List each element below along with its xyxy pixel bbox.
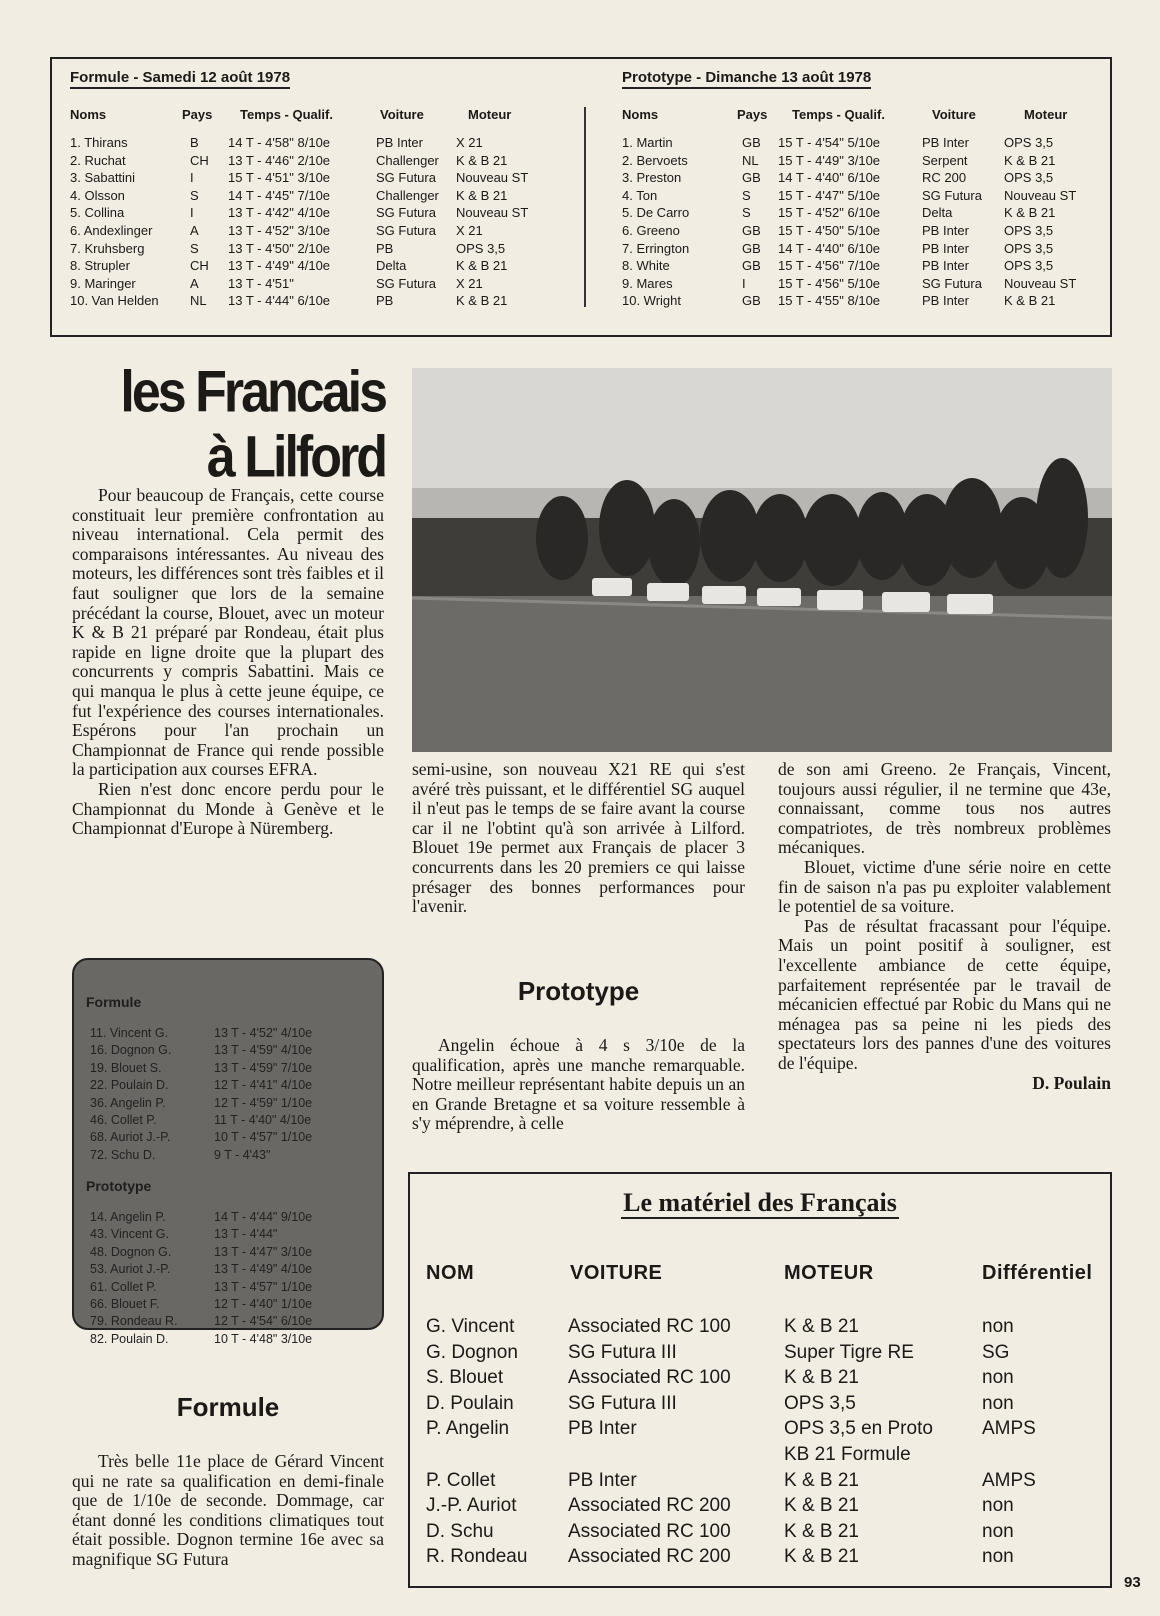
cell-temps: 15 T - 4'51" 3/10e — [228, 170, 331, 186]
cell-temps: 15 T - 4'56" 5/10e — [778, 275, 881, 291]
team-photo — [412, 368, 1112, 752]
cell-nom: 14. Angelin P. — [90, 1210, 166, 1224]
cell-moteur: K & B 21 — [1004, 152, 1056, 168]
cell-pays: A — [190, 222, 199, 238]
cell-nom: 1. Martin — [622, 135, 673, 150]
cell-nom: G. Dognon — [426, 1341, 518, 1363]
cell-temps: 14 T - 4'58" 8/10e — [228, 135, 331, 150]
cell-temps: 12 T - 4'59" 1/10e — [214, 1095, 313, 1110]
col-moteur: MOTEUR — [784, 1262, 874, 1284]
cell-voiture: PB Inter — [922, 222, 969, 238]
cell-temps: 13 T - 4'59" 7/10e — [214, 1060, 313, 1075]
cell-nom: 3. Preston — [622, 170, 682, 186]
cell-moteur: OPS 3,5 — [1004, 170, 1054, 186]
cell-moteur: OPS 3,5 — [1004, 135, 1054, 150]
cell-temps: 14 T - 4'40" 6/10e — [778, 240, 881, 256]
cell-temps: 13 T - 4'51" — [228, 275, 294, 291]
list-item — [86, 1061, 376, 1078]
table-row — [410, 1546, 1110, 1572]
cell-moteur: K & B 21 — [784, 1495, 859, 1517]
cell-nom: 4. Ton — [622, 187, 658, 203]
cell-voiture: Associated RC 200 — [568, 1546, 731, 1568]
cell-moteur: OPS 3,5 — [456, 240, 506, 256]
cell-pays: I — [190, 205, 194, 221]
col-noms: Noms — [70, 107, 107, 122]
cell-nom: R. Rondeau — [426, 1546, 528, 1568]
cell-temps: 15 T - 4'55" 8/10e — [778, 293, 881, 309]
results-box — [50, 57, 1112, 337]
list-item — [86, 1043, 376, 1060]
cell-nom: D. Poulain — [426, 1392, 514, 1414]
cell-pays: S — [742, 205, 751, 221]
paragraph: Très belle 11e place de Gérard Vincent qui ne rate sa qualification en demi-finale que de 1/10e de seconde. Dommage, car étant donné les conditions climatiques tout était possible. Dognon termine 16e avec sa magnifique SG Futura — [72, 1451, 384, 1569]
table-row — [622, 241, 1102, 259]
cell-temps: 13 T - 4'59" 4/10e — [214, 1043, 313, 1058]
page-number: 93 — [1124, 1574, 1141, 1591]
cell-moteur: OPS 3,5 — [1004, 258, 1054, 274]
list-item — [86, 1113, 376, 1130]
article-column-1 — [72, 486, 384, 839]
cell-nom: 5. Collina — [70, 205, 125, 221]
cell-nom: 79. Rondeau R. — [90, 1314, 178, 1329]
cell-temps: 13 T - 4'50" 2/10e — [228, 240, 331, 256]
cell-differentiel: AMPS — [982, 1469, 1036, 1491]
cell-voiture: SG Futura — [376, 170, 436, 186]
cell-nom: D. Schu — [426, 1520, 494, 1542]
table-row — [70, 205, 580, 223]
list-item — [86, 1096, 376, 1113]
cell-nom: 16. Dognon G. — [90, 1043, 172, 1058]
cell-differentiel: non — [982, 1367, 1014, 1389]
cell-moteur: Nouveau ST — [1004, 275, 1077, 291]
cell-moteur: KB 21 Formule — [784, 1443, 911, 1465]
table-row — [410, 1316, 1110, 1342]
cell-moteur: X 21 — [456, 135, 483, 150]
cell-nom: 66. Blouet F. — [90, 1296, 160, 1311]
french-prototype-rows — [86, 1210, 376, 1349]
cell-voiture: Serpent — [922, 152, 968, 168]
paragraph: Rien n'est donc encore perdu pour le Championnat du Monde à Genève et le Championnat d'Europe à Nüremberg. — [72, 778, 384, 839]
paragraph: Pour beaucoup de Français, cette course constituait leur première confrontation au niveau international. Cela permit des comparaisons intéressantes. Au niveau des moteurs, les différences sont très faibles et il faut souligner que lors de la semaine précédant la course, Blouet, avec un moteur K & B 21 préparé par Rondeau, était plus rapide en ligne droite que la plupart des concurrents y compris Sabattini. Mais ce qui manqua le plus à cette jeune équipe, ce fut l'expérience des courses internationales. Espérons pour l'an prochain un Championnat de France qui rende possible la participation aux courses EFRA. — [72, 485, 384, 780]
col-voiture: Voiture — [380, 107, 424, 122]
cell-voiture: Associated RC 100 — [568, 1316, 731, 1337]
table-row — [70, 170, 580, 188]
cell-temps: 13 T - 4'49" 4/10e — [228, 258, 331, 274]
table-row — [410, 1444, 1110, 1470]
cell-nom: 3. Sabattini — [70, 170, 136, 186]
table-row — [622, 276, 1102, 294]
cell-voiture: PB — [376, 240, 394, 256]
cell-moteur: OPS 3,5 — [1004, 222, 1054, 238]
cell-differentiel: non — [982, 1520, 1014, 1542]
cell-temps: 13 T - 4'46" 2/10e — [228, 152, 331, 168]
table-row — [622, 188, 1102, 206]
cell-temps: 15 T - 4'54" 5/10e — [778, 135, 881, 150]
cell-moteur: K & B 21 — [456, 152, 508, 168]
cell-nom: 72. Schu D. — [90, 1147, 156, 1162]
cell-nom: 46. Collet P. — [90, 1112, 157, 1127]
col-noms: Noms — [622, 107, 659, 122]
cell-nom: 8. White — [622, 258, 670, 274]
prototype-section-text — [412, 1036, 745, 1134]
cell-nom: 11. Vincent G. — [90, 1026, 169, 1040]
cell-nom: 2. Bervoets — [622, 152, 688, 168]
cell-moteur: Nouveau ST — [456, 205, 529, 221]
cell-nom: 9. Mares — [622, 275, 673, 291]
french-formule-label: Formule — [86, 994, 142, 1010]
cell-pays: GB — [742, 240, 761, 256]
prototype-results-rows — [622, 135, 1102, 311]
table-row — [622, 258, 1102, 276]
cell-pays: CH — [190, 258, 209, 274]
cell-nom: 22. Poulain D. — [90, 1078, 169, 1093]
cell-voiture: SG Futura — [376, 222, 436, 238]
prototype-section-title: Prototype — [517, 976, 640, 1006]
cell-moteur: K & B 21 — [784, 1469, 859, 1491]
table-row — [410, 1367, 1110, 1393]
cell-nom: 7. Errington — [622, 240, 690, 256]
materiel-title — [410, 1188, 1110, 1218]
paragraph: Pas de résultat fracassant pour l'équipe. Mais un point positif à souligner, est l'excellente ambiance de cette équipe, parfaitement représentée par le travail de mécanicien effectué par Robic du Mans qui ne ménagea pas sa peine ni les pieds des spectateurs lors des pannes d'une des voitures de l'équipe. — [778, 915, 1111, 1073]
cell-voiture: PB Inter — [922, 240, 969, 256]
cell-temps: 10 T - 4'48" 3/10e — [214, 1331, 313, 1346]
article-column-3 — [778, 760, 1111, 1093]
list-item — [86, 1262, 376, 1279]
cell-temps: 15 T - 4'47" 5/10e — [778, 187, 881, 203]
paragraph: Angelin échoue à 4 s 3/10e de la qualification, après une manche remarquable. Notre meilleur représentant habite depuis un an en Grande Bretagne et sa voiture ressemble à s'y méprendre, à celle — [412, 1035, 745, 1134]
cell-differentiel: non — [982, 1546, 1014, 1568]
cell-nom: 19. Blouet S. — [90, 1060, 162, 1075]
cell-moteur: OPS 3,5 — [784, 1392, 856, 1414]
col-voiture: Voiture — [932, 107, 976, 122]
headline-line-1: les Francais — [120, 360, 385, 425]
paragraph: Blouet, victime d'une série noire en cette fin de saison n'a pas pu exploiter valablement le potentiel de sa voiture. — [778, 856, 1111, 917]
cell-nom: P. Angelin — [426, 1418, 510, 1440]
cell-temps: 13 T - 4'52" 4/10e — [214, 1026, 313, 1040]
cell-moteur: OPS 3,5 en Proto — [784, 1418, 933, 1440]
materiel-box — [408, 1172, 1112, 1588]
cell-voiture: SG Futura — [376, 205, 436, 221]
cell-voiture: PB Inter — [568, 1418, 637, 1440]
prototype-results-header — [622, 107, 1102, 125]
french-results-box — [72, 958, 384, 1346]
cell-pays: S — [190, 240, 199, 256]
cell-voiture: Associated RC 100 — [568, 1520, 731, 1542]
cell-moteur: Super Tigre RE — [784, 1341, 914, 1363]
cell-voiture: PB Inter — [376, 135, 423, 150]
cell-temps: 13 T - 4'44" — [214, 1227, 278, 1242]
cell-moteur: X 21 — [456, 275, 483, 291]
table-row — [70, 258, 580, 276]
cell-nom: J.-P. Auriot — [426, 1495, 517, 1517]
cell-pays: I — [742, 275, 746, 291]
col-moteur: Moteur — [468, 107, 512, 122]
list-item — [86, 1026, 376, 1043]
table-row — [410, 1470, 1110, 1496]
cell-temps: 15 T - 4'49" 3/10e — [778, 152, 881, 168]
formule-section-title: Formule — [176, 1392, 280, 1422]
cell-voiture: SG Futura — [922, 275, 982, 291]
cell-moteur: K & B 21 — [456, 187, 508, 203]
cell-moteur: K & B 21 — [1004, 205, 1056, 221]
table-row — [622, 223, 1102, 241]
cell-pays: GB — [742, 170, 761, 186]
cell-pays: NL — [190, 293, 207, 309]
cell-temps: 15 T - 4'56" 7/10e — [778, 258, 881, 274]
cell-voiture: RC 200 — [922, 170, 967, 186]
col-pays: Pays — [182, 107, 213, 122]
cell-nom: 8. Strupler — [70, 258, 130, 274]
col-voiture: VOITURE — [570, 1262, 663, 1284]
table-row — [70, 293, 580, 311]
cell-temps: 13 T - 4'52" 3/10e — [228, 222, 331, 238]
prototype-results-title: Prototype - Dimanche 13 août 1978 — [622, 69, 871, 89]
list-item — [86, 1245, 376, 1262]
column-divider — [584, 107, 586, 307]
table-row — [410, 1521, 1110, 1547]
cell-nom: 2. Ruchat — [70, 152, 126, 168]
headline-line-2: à Lilford — [206, 424, 385, 490]
cell-temps: 15 T - 4'50" 5/10e — [778, 222, 881, 238]
formule-results-header — [70, 107, 580, 125]
cell-moteur: K & B 21 — [456, 293, 508, 309]
cell-nom: 10. Van Helden — [70, 293, 159, 309]
cell-voiture: Associated RC 200 — [568, 1495, 731, 1517]
cell-nom: 36. Angelin P. — [90, 1095, 166, 1110]
cell-pays: B — [190, 135, 199, 150]
cell-differentiel: AMPS — [982, 1418, 1036, 1440]
list-item — [86, 1210, 376, 1227]
cell-nom: 10. Wright — [622, 293, 682, 309]
list-item — [86, 1297, 376, 1314]
col-moteur: Moteur — [1024, 107, 1068, 122]
cell-pays: NL — [742, 152, 759, 168]
table-row — [622, 135, 1102, 153]
cell-nom: 68. Auriot J.-P. — [90, 1130, 171, 1145]
cell-nom: P. Collet — [426, 1469, 496, 1491]
cell-pays: GB — [742, 258, 761, 274]
table-row — [70, 135, 580, 153]
cell-voiture: PB Inter — [568, 1469, 637, 1491]
cell-differentiel: SG — [982, 1341, 1010, 1363]
cell-nom: 6. Andexlinger — [70, 222, 153, 238]
cell-nom: S. Blouet — [426, 1367, 504, 1389]
cell-differentiel: non — [982, 1316, 1014, 1337]
table-row — [622, 170, 1102, 188]
cell-temps: 13 T - 4'49" 4/10e — [214, 1262, 313, 1277]
cell-temps: 13 T - 4'57" 1/10e — [214, 1279, 313, 1294]
cell-temps: 15 T - 4'52" 6/10e — [778, 205, 881, 221]
table-row — [70, 188, 580, 206]
paragraph: de son ami Greeno. 2e Français, Vincent, toujours aussi régulier, il ne termine que 43e, connaissant, comme tous nos autres compatriotes, de très nombreux problèmes mécaniques. — [778, 759, 1111, 858]
cell-voiture: SG Futura III — [568, 1392, 677, 1414]
formule-results-rows — [70, 135, 580, 311]
list-item — [86, 1280, 376, 1297]
cell-temps: 14 T - 4'40" 6/10e — [778, 170, 881, 186]
cell-differentiel: non — [982, 1392, 1014, 1414]
prototype-results — [622, 59, 1102, 335]
table-row — [410, 1418, 1110, 1444]
article-column-2 — [412, 760, 745, 917]
table-row — [622, 205, 1102, 223]
cell-nom: 5. De Carro — [622, 205, 690, 221]
cell-pays: GB — [742, 293, 761, 309]
french-formule-rows — [86, 1026, 376, 1165]
cell-nom: 82. Poulain D. — [90, 1331, 169, 1346]
col-pays: Pays — [737, 107, 768, 122]
table-row — [70, 241, 580, 259]
table-row — [70, 276, 580, 294]
cell-voiture: Delta — [922, 205, 953, 221]
cell-nom: 4. Olsson — [70, 187, 125, 203]
cell-nom: 43. Vincent G. — [90, 1227, 169, 1242]
cell-temps: 14 T - 4'44" 9/10e — [214, 1210, 313, 1224]
cell-moteur: X 21 — [456, 222, 483, 238]
formule-results — [70, 59, 580, 335]
author-signature: D. Poulain — [1032, 1072, 1111, 1093]
materiel-title-text: Le matériel des Français — [623, 1188, 897, 1217]
cell-voiture: Challenger — [376, 152, 439, 168]
cell-voiture: PB Inter — [922, 135, 969, 150]
cell-voiture: Challenger — [376, 187, 439, 203]
cell-pays: GB — [742, 222, 761, 238]
cell-temps: 13 T - 4'47" 3/10e — [214, 1244, 313, 1259]
cell-pays: I — [190, 170, 194, 186]
cell-moteur: K & B 21 — [1004, 293, 1056, 309]
cell-moteur: Nouveau ST — [456, 170, 529, 186]
cell-pays: S — [190, 187, 199, 203]
table-row — [70, 153, 580, 171]
table-row — [410, 1495, 1110, 1521]
table-row — [410, 1393, 1110, 1419]
cell-moteur: K & B 21 — [784, 1367, 859, 1389]
cell-temps: 11 T - 4'40" 4/10e — [214, 1112, 312, 1127]
cell-temps: 12 T - 4'41" 4/10e — [214, 1078, 313, 1093]
headline — [60, 360, 385, 490]
materiel-rows — [410, 1316, 1110, 1572]
col-temps: Temps - Qualif. — [792, 107, 885, 122]
cell-voiture: PB — [376, 293, 394, 309]
cell-voiture: SG Futura III — [568, 1341, 677, 1363]
cell-pays: GB — [742, 135, 761, 150]
cell-voiture: Associated RC 100 — [568, 1367, 731, 1389]
cell-pays: CH — [190, 152, 209, 168]
list-item — [86, 1332, 376, 1349]
cell-voiture: SG Futura — [376, 275, 436, 291]
cell-voiture: PB Inter — [922, 258, 969, 274]
team-photo-illustration — [412, 368, 1112, 752]
cell-moteur: K & B 21 — [784, 1520, 859, 1542]
table-row — [410, 1342, 1110, 1368]
formule-section-text — [72, 1452, 384, 1570]
cell-differentiel: non — [982, 1495, 1014, 1517]
cell-nom: 9. Maringer — [70, 275, 136, 291]
cell-pays: A — [190, 275, 199, 291]
cell-nom: G. Vincent — [426, 1316, 515, 1337]
cell-pays: S — [742, 187, 751, 203]
cell-temps: 14 T - 4'45" 7/10e — [228, 187, 331, 203]
cell-moteur: Nouveau ST — [1004, 187, 1077, 203]
cell-nom: 1. Thirans — [70, 135, 128, 150]
cell-moteur: OPS 3,5 — [1004, 240, 1054, 256]
cell-temps: 12 T - 4'54" 6/10e — [214, 1314, 313, 1329]
cell-temps: 10 T - 4'57" 1/10e — [214, 1130, 313, 1145]
cell-temps: 13 T - 4'42" 4/10e — [228, 205, 331, 221]
cell-moteur: K & B 21 — [456, 258, 508, 274]
col-differentiel: Différentiel — [982, 1262, 1093, 1284]
list-item — [86, 1314, 376, 1331]
cell-voiture: Delta — [376, 258, 407, 274]
formule-results-title: Formule - Samedi 12 août 1978 — [70, 69, 290, 89]
cell-voiture: PB Inter — [922, 293, 969, 309]
cell-temps: 13 T - 4'44" 6/10e — [228, 293, 331, 309]
cell-voiture: SG Futura — [922, 187, 982, 203]
table-row — [622, 153, 1102, 171]
table-row — [70, 223, 580, 241]
cell-moteur: K & B 21 — [784, 1546, 859, 1568]
cell-nom: 7. Kruhsberg — [70, 240, 145, 256]
cell-temps: 9 T - 4'43" — [214, 1147, 271, 1162]
french-prototype-label: Prototype — [86, 1178, 152, 1194]
paragraph: semi-usine, son nouveau X21 RE qui s'est avéré très puissant, et le différentiel SG auquel il n'eut pas le temps de se faire avant la course car il ne l'obtint qu'à son arrivée à Lilford. Blouet 19e permet aux Français de placer 3 concurrents dans les 20 premiers ce qui laisse présager des bonnes performances pour l'avenir. — [412, 759, 745, 917]
cell-nom: 48. Dognon G. — [90, 1244, 172, 1259]
list-item — [86, 1148, 376, 1165]
col-temps: Temps - Qualif. — [240, 107, 333, 122]
list-item — [86, 1227, 376, 1244]
cell-nom: 53. Auriot J.-P. — [90, 1262, 171, 1277]
table-row — [622, 293, 1102, 311]
list-item — [86, 1130, 376, 1147]
col-nom: NOM — [426, 1262, 475, 1284]
cell-nom: 6. Greeno — [622, 222, 680, 238]
cell-nom: 61. Collet P. — [90, 1279, 157, 1294]
cell-temps: 12 T - 4'40" 1/10e — [214, 1296, 313, 1311]
list-item — [86, 1078, 376, 1095]
cell-moteur: K & B 21 — [784, 1316, 859, 1337]
